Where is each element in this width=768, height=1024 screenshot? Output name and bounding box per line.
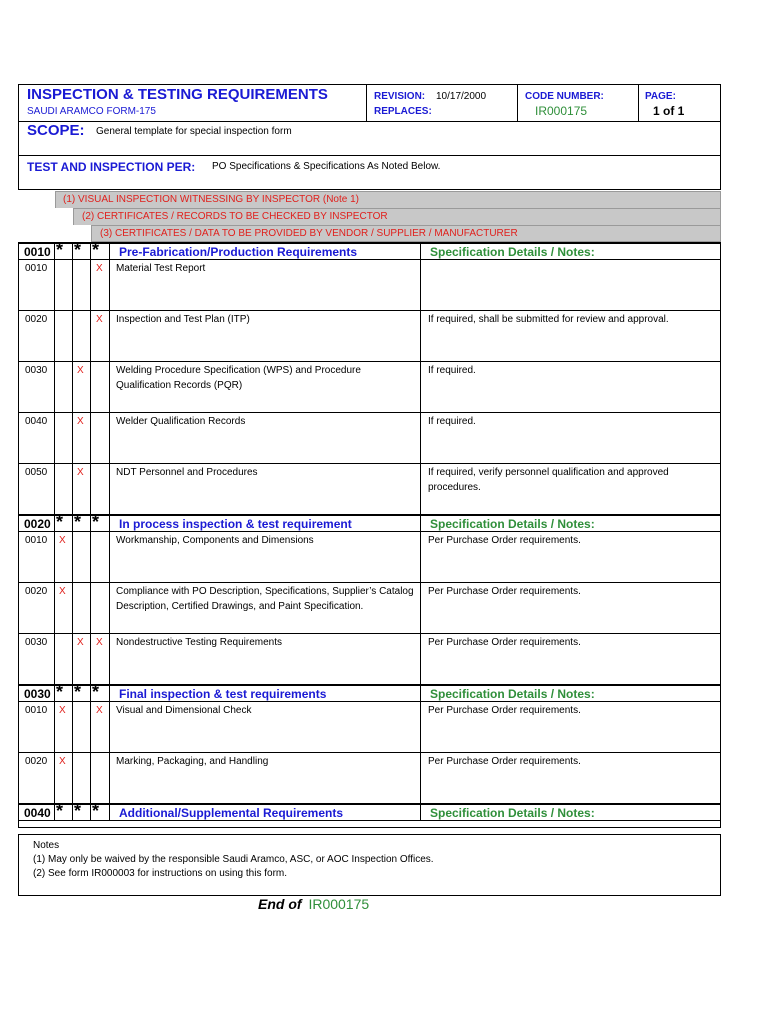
item-description: Welder Qualification Records <box>116 416 246 427</box>
star-mark: * <box>74 512 82 532</box>
item-notes: If required. <box>428 416 476 427</box>
item-description: Compliance with PO Description, Specifications, Supplier’s Catalog Description, Certified Drawings, and Paint Specification. <box>116 586 414 612</box>
item-description: NDT Personnel and Procedures <box>116 467 258 478</box>
spec-heading: Specification Details / Notes: <box>430 517 595 531</box>
section-header-0010 <box>19 242 720 260</box>
table-row <box>19 260 720 311</box>
spec-heading: Specification Details / Notes: <box>430 245 595 259</box>
section-header-0020 <box>19 514 720 532</box>
revision-date: 10/17/2000 <box>436 91 487 102</box>
item-code: 0020 <box>25 314 48 325</box>
end-of-code: IR000175 <box>308 896 370 912</box>
item-description: Welding Procedure Specification (WPS) and Procedure Qualification Records (PQR) <box>116 365 361 391</box>
code-number-label: CODE NUMBER: <box>525 91 604 102</box>
check-certificates: X <box>77 365 84 376</box>
item-notes: If required, shall be submitted for review and approval. <box>428 314 669 325</box>
section-number: 0010 <box>24 245 51 259</box>
item-notes: Per Purchase Order requirements. <box>428 535 581 546</box>
section-number: 0040 <box>24 806 51 820</box>
check-vendor-data: X <box>96 263 103 274</box>
item-code: 0040 <box>25 416 48 427</box>
item-code: 0030 <box>25 365 48 376</box>
item-description: Visual and Dimensional Check <box>116 705 252 716</box>
item-description: Inspection and Test Plan (ITP) <box>116 314 250 325</box>
legend-2: (2) CERTIFICATES / RECORDS TO BE CHECKED BY INSPECTOR <box>82 211 388 222</box>
item-description: Workmanship, Components and Dimensions <box>116 535 314 546</box>
star-mark: * <box>74 240 82 260</box>
spec-heading: Specification Details / Notes: <box>430 806 595 820</box>
check-certificates: X <box>77 416 84 427</box>
page-label: PAGE: <box>645 91 676 102</box>
test-inspection-label: TEST AND INSPECTION PER: <box>27 160 196 174</box>
item-description: Nondestructive Testing Requirements <box>116 637 283 648</box>
requirements-table <box>18 242 721 828</box>
item-code: 0030 <box>25 637 48 648</box>
item-code: 0010 <box>25 705 48 716</box>
check-visual: X <box>59 705 66 716</box>
item-notes: If required. <box>428 365 476 376</box>
star-mark: * <box>74 682 82 702</box>
table-row <box>19 532 720 583</box>
item-notes: Per Purchase Order requirements. <box>428 756 581 767</box>
star-mark: * <box>56 682 64 702</box>
form-header <box>18 84 721 190</box>
note-1: (1) May only be waived by the responsible Saudi Aramco, ASC, or AOC Inspection Offices. <box>33 854 434 865</box>
check-vendor-data: X <box>96 705 103 716</box>
table-row <box>19 311 720 362</box>
section-number: 0020 <box>24 517 51 531</box>
section-title: Additional/Supplemental Requirements <box>119 806 344 820</box>
section-title: In process inspection & test requirement <box>119 517 352 531</box>
check-vendor-data: X <box>96 637 103 648</box>
page-value: 1 of 1 <box>653 104 685 118</box>
item-notes: Per Purchase Order requirements. <box>428 586 581 597</box>
table-row <box>19 413 720 464</box>
section-title: Final inspection & test requirements <box>119 687 327 701</box>
table-row <box>19 634 720 685</box>
check-visual: X <box>59 586 66 597</box>
check-vendor-data: X <box>96 314 103 325</box>
item-description: Material Test Report <box>116 263 206 274</box>
check-visual: X <box>59 756 66 767</box>
legend-band-3 <box>91 225 721 242</box>
check-certificates: X <box>77 637 84 648</box>
note-2: (2) See form IR000003 for instructions on using this form. <box>33 868 288 879</box>
item-code: 0010 <box>25 263 48 274</box>
item-code: 0050 <box>25 467 48 478</box>
table-row <box>19 362 720 413</box>
star-mark: * <box>92 240 100 260</box>
code-number-value: IR000175 <box>535 104 588 118</box>
form-title: INSPECTION & TESTING REQUIREMENTS <box>27 86 328 103</box>
item-notes: Per Purchase Order requirements. <box>428 637 581 648</box>
table-row <box>19 464 720 515</box>
legend-band-2 <box>73 208 721 225</box>
check-visual: X <box>59 535 66 546</box>
scope-text: General template for special inspection form <box>96 126 292 137</box>
test-inspection-text: PO Specifications & Specifications As Noted Below. <box>212 161 441 172</box>
form-name: SAUDI ARAMCO FORM-175 <box>27 106 156 117</box>
item-description: Marking, Packaging, and Handling <box>116 756 269 767</box>
table-row <box>19 583 720 634</box>
section-number: 0030 <box>24 687 51 701</box>
star-mark: * <box>56 801 64 821</box>
scope-label: SCOPE: <box>27 122 85 139</box>
section-title: Pre-Fabrication/Production Requirements <box>119 245 358 259</box>
star-mark: * <box>92 682 100 702</box>
notes-box <box>18 834 721 896</box>
table-bottom-border <box>18 827 721 828</box>
table-row <box>19 702 720 753</box>
table-row <box>19 753 720 804</box>
section-header-0040 <box>19 803 720 821</box>
item-code: 0010 <box>25 535 48 546</box>
check-certificates: X <box>77 467 84 478</box>
revision-label: REVISION: <box>374 91 426 102</box>
spec-heading: Specification Details / Notes: <box>430 687 595 701</box>
star-mark: * <box>74 801 82 821</box>
end-of-form <box>258 896 369 912</box>
end-of-label: End of <box>258 896 302 912</box>
star-mark: * <box>56 240 64 260</box>
item-notes: Per Purchase Order requirements. <box>428 705 581 716</box>
replaces-label: REPLACES: <box>374 106 432 117</box>
notes-heading: Notes <box>33 840 60 851</box>
section-header-0030 <box>19 684 720 702</box>
legend-3: (3) CERTIFICATES / DATA TO BE PROVIDED BY VENDOR / SUPPLIER / MANUFACTURER <box>100 228 518 239</box>
star-mark: * <box>56 512 64 532</box>
item-code: 0020 <box>25 586 48 597</box>
legend-1: (1) VISUAL INSPECTION WITNESSING BY INSPECTOR (Note 1) <box>63 194 359 205</box>
star-mark: * <box>92 512 100 532</box>
item-notes: If required, verify personnel qualification and approved procedures. <box>428 467 669 493</box>
legend-band-1 <box>55 191 721 208</box>
star-mark: * <box>92 801 100 821</box>
item-code: 0020 <box>25 756 48 767</box>
